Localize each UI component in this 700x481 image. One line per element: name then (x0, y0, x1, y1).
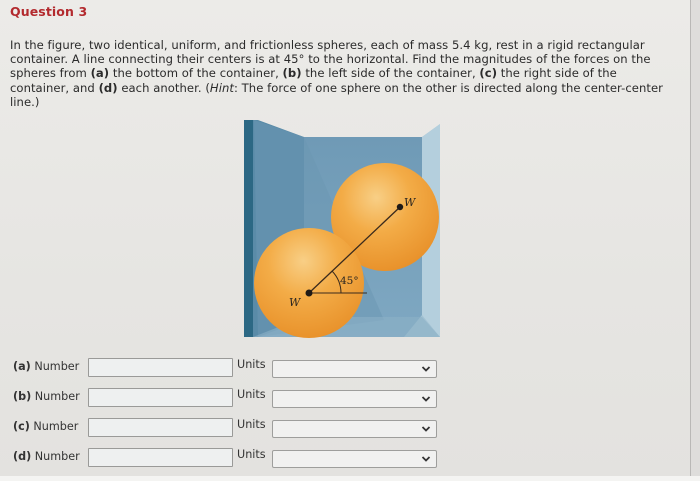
page-bottom-margin (0, 476, 700, 481)
spheres-in-container-figure (244, 120, 441, 338)
answer-row-c (0, 418, 700, 440)
question-line-1: In the figure, two identical, uniform, and frictionless spheres, each of mass 5.4 kg, rest in a rigid rectangular (10, 38, 645, 52)
part-c-label: (c) Number (13, 420, 79, 433)
part-a-label: (a) Number (13, 360, 80, 373)
question-text (10, 38, 686, 109)
question-line-3: spheres from (a) the bottom of the container, (b) the left side of the container, (c) the right side of the (10, 66, 617, 81)
part-a-units-select[interactable] (272, 360, 437, 378)
part-c-units-select[interactable] (272, 420, 437, 438)
angle-label: 45° (340, 275, 359, 287)
chevron-down-icon (421, 364, 431, 374)
part-d-units-select[interactable] (272, 450, 437, 468)
part-a-number-input[interactable] (88, 358, 233, 377)
question-line-5: line.) (10, 94, 40, 109)
part-c-number-input[interactable] (88, 418, 233, 437)
chevron-down-icon (421, 424, 431, 434)
chevron-down-icon (421, 394, 431, 404)
question-line-4: container, and (d) each another. (Hint: The force of one sphere on the other is directed along the center-center (10, 80, 663, 95)
part-a-units-label: Units (237, 358, 266, 371)
part-b-units-select[interactable] (272, 390, 437, 408)
lower-sphere-label: W (289, 296, 301, 309)
question-title: Question 3 (10, 4, 88, 19)
part-c-units-label: Units (237, 418, 266, 431)
upper-sphere-label: W (404, 196, 416, 209)
part-d-label: (d) Number (13, 450, 80, 463)
part-b-number-input[interactable] (88, 388, 233, 407)
part-d-number-input[interactable] (88, 448, 233, 467)
chevron-down-icon (421, 454, 431, 464)
answer-row-d (0, 448, 700, 470)
answer-row-b (0, 388, 700, 410)
question-line-2: container. A line connecting their centers is at 45° to the horizontal. Find the magnitudes of the forces on the (10, 52, 651, 67)
part-b-label: (b) Number (13, 390, 80, 403)
part-b-units-label: Units (237, 388, 266, 401)
answer-row-a (0, 358, 700, 380)
part-d-units-label: Units (237, 448, 266, 461)
